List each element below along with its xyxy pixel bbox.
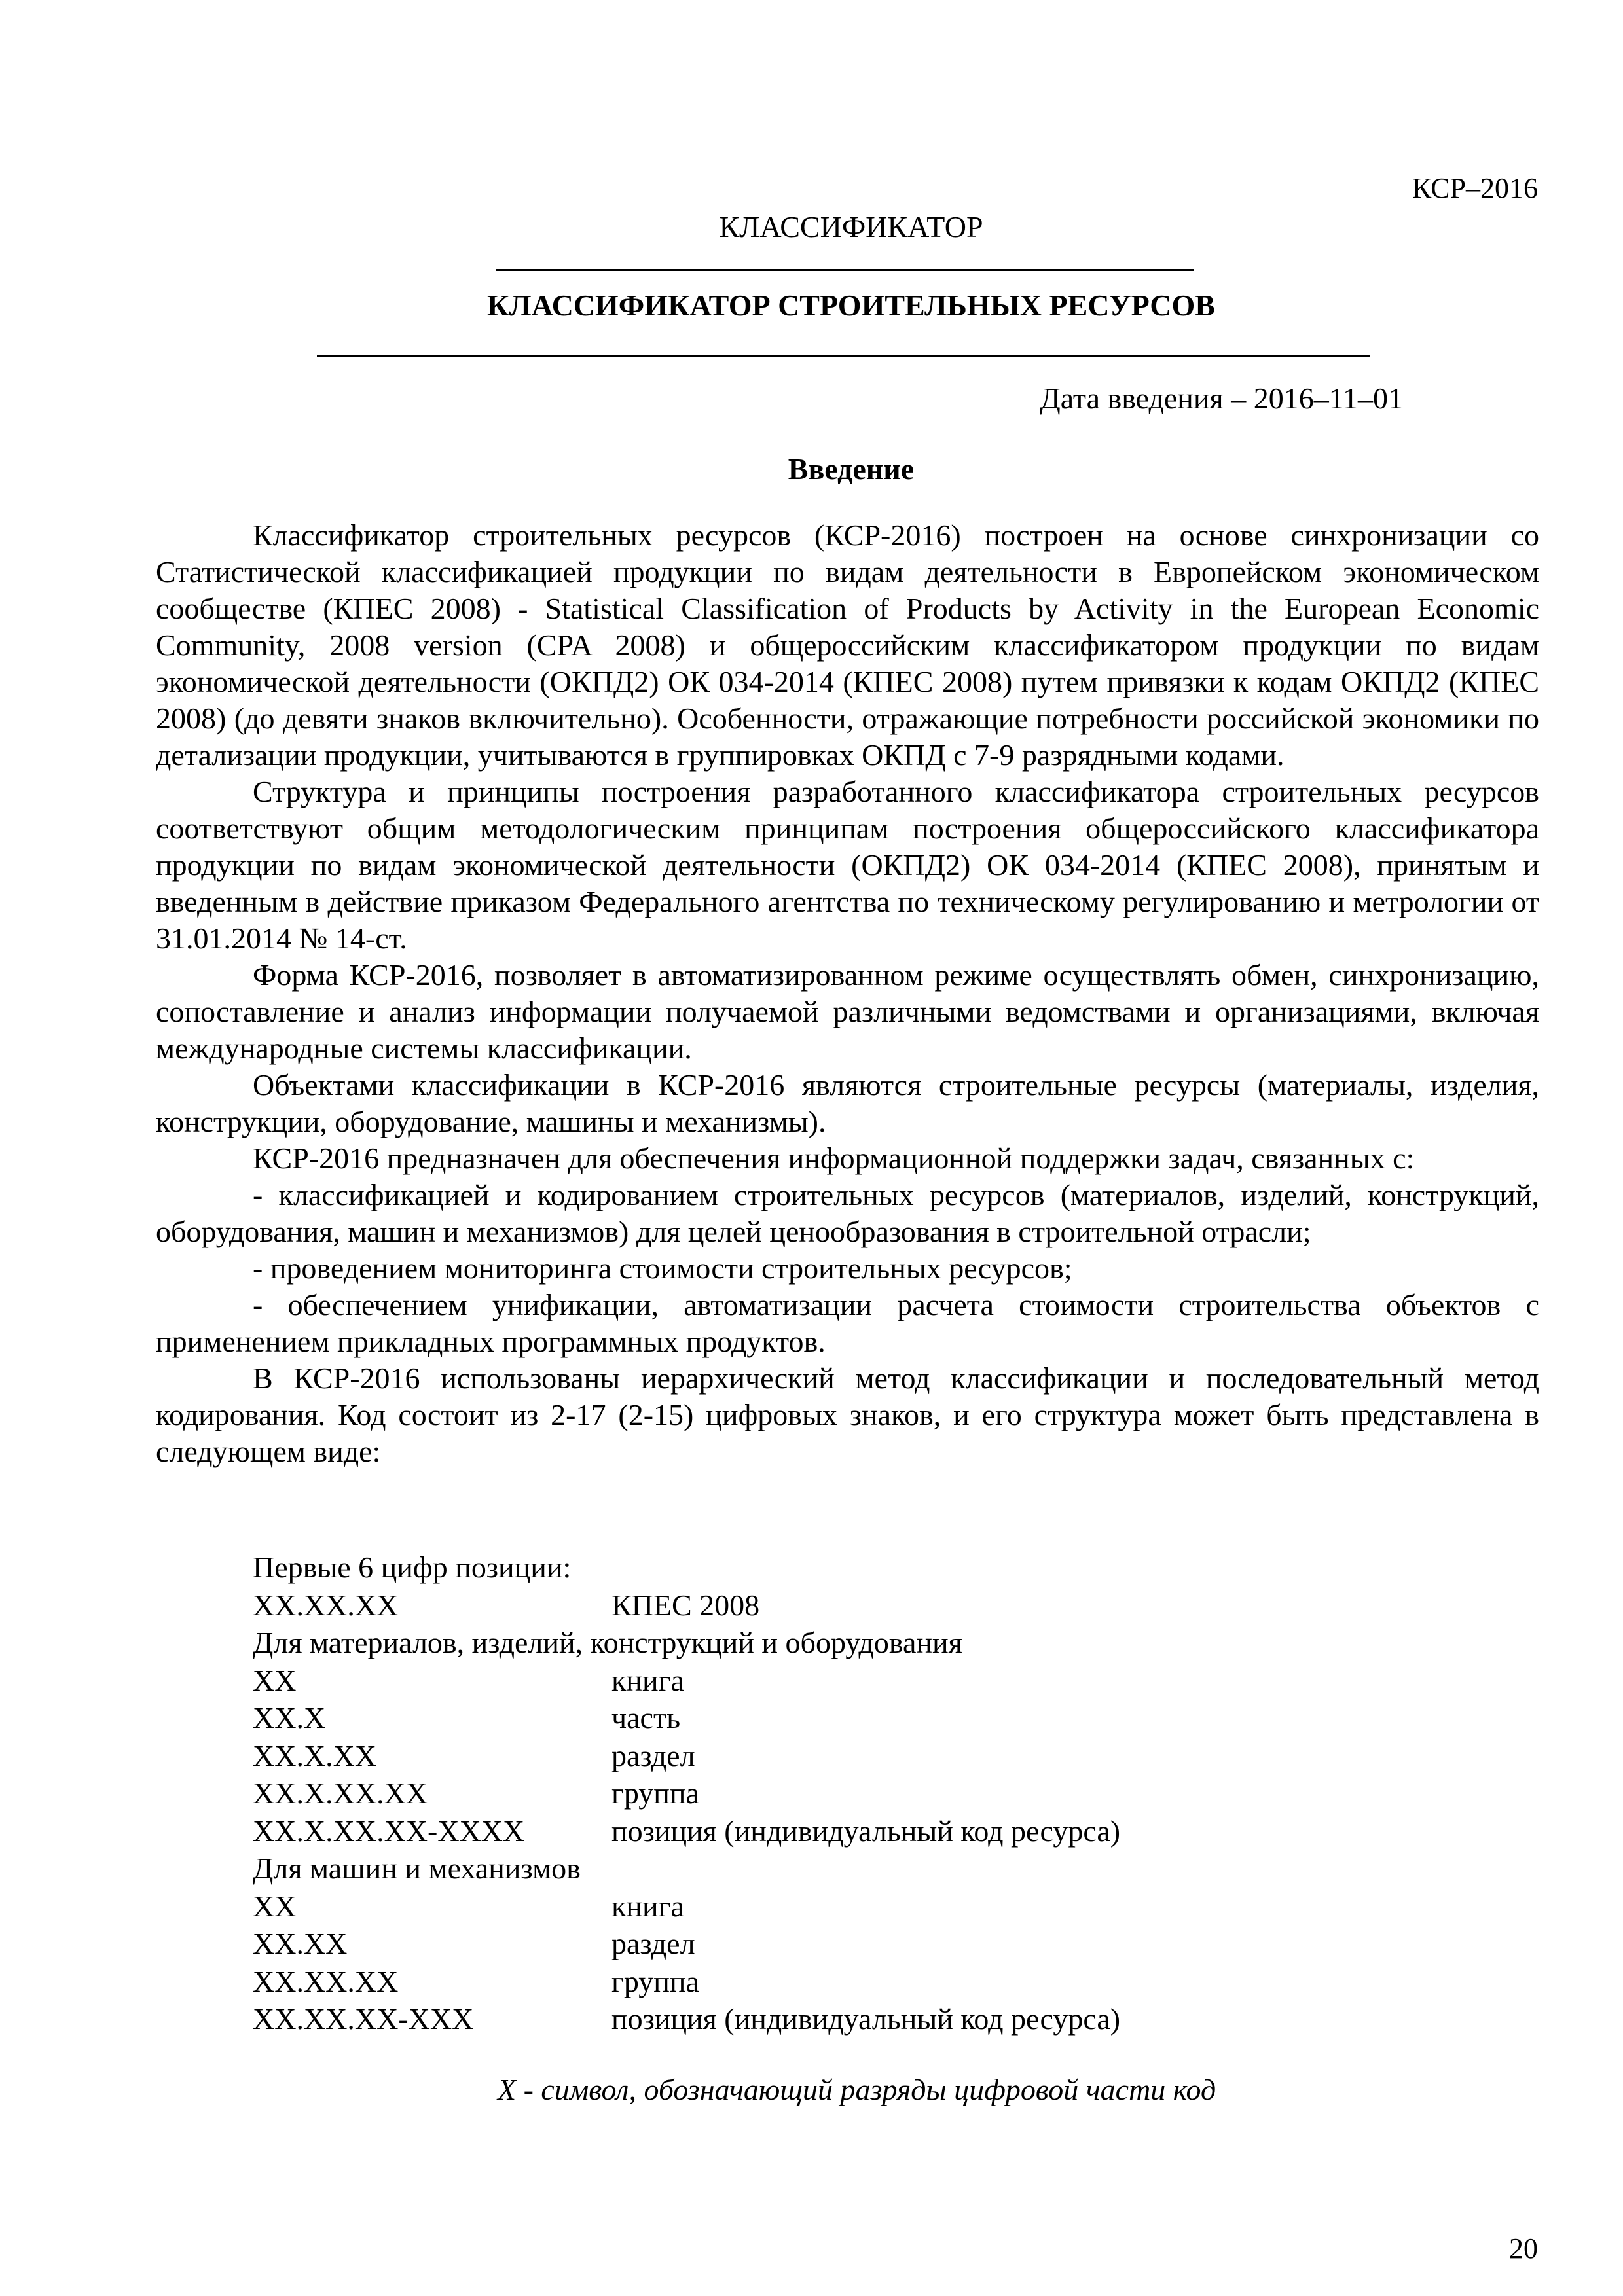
list-item: - обеспечением унификации, автоматизации расчета стоимости строительства объектов с применением прикладных программных продуктов.: [156, 1288, 1539, 1358]
paragraph: В КСР-2016 использованы иерархический метод классификации и последовательный метод кодирования. Код состоит из 2-17 (2-15) цифровых знаков, и его структура может быть представлена в следующем виде:: [156, 1361, 1539, 1468]
code-pattern: XX.X.XX.XX-XXXX: [253, 1814, 525, 1848]
code-row: [253, 1587, 1120, 1624]
section-heading: Введение: [788, 452, 915, 486]
code-pattern: XX.XX.XX-XXX: [253, 2002, 474, 2036]
introduction-date: Дата введения – 2016–11–01: [1040, 382, 1403, 415]
code-note: X - символ, обозначающий разряды цифровой части код: [498, 2073, 1216, 2106]
code-pattern: XX.XX: [253, 1927, 348, 1960]
code-pattern: XX: [253, 1663, 297, 1697]
code-structure-intro: Первые 6 цифр позиции:: [253, 1551, 572, 1584]
code-row: [253, 1888, 1120, 1926]
code-row: [253, 1925, 1120, 1963]
code-row: [253, 1963, 1120, 2001]
page-number: 20: [1509, 2233, 1538, 2265]
code-description: позиция (индивидуальный код ресурса): [611, 2002, 1121, 2036]
code-row: [253, 1812, 1120, 1850]
document-type: КЛАССИФИКАТОР: [719, 210, 983, 243]
code-description: КПЕС 2008: [611, 1588, 760, 1622]
code-row: [253, 1737, 1120, 1775]
document-title: КЛАССИФИКАТОР СТРОИТЕЛЬНЫХ РЕСУРСОВ: [487, 289, 1215, 322]
paragraph: Объектами классификации в КСР-2016 являются строительные ресурсы (материалы, изделия, конструкции, оборудование, машины и механизмы).: [156, 1068, 1539, 1138]
code-description: группа: [611, 1776, 699, 1810]
title-rule-bottom: [317, 355, 1370, 357]
code-structure: [253, 1549, 1120, 2038]
code-row: [253, 1774, 1120, 1812]
title-rule-top: [496, 269, 1194, 271]
list-item: - проведением мониторинга стоимости строительных ресурсов;: [253, 1251, 1072, 1285]
code-row: [253, 2000, 1120, 2038]
code-pattern: XX.XX.XX: [253, 1588, 399, 1622]
list-item: - классификацией и кодированием строительных ресурсов (материалов, изделий, конструкций, оборудования, машин и механизмов) для целей ценообразования в строительной отрасли;: [156, 1178, 1539, 1248]
materials-heading: Для материалов, изделий, конструкций и оборудования: [253, 1626, 962, 1659]
code-description: часть: [611, 1701, 681, 1734]
paragraph: Структура и принципы построения разработанного классификатора строительных ресурсов соответствуют общим методологическим принципам построения общероссийского классификатора продукции по видам экономической деятельности (ОКПД2) ОК 034-2014 (КПЕС 2008), принятым и введенным в действие приказом Федерального агентства по техническому регулированию и метрологии от 31.01.2014 № 14-ст.: [156, 775, 1539, 955]
code-description: книга: [611, 1663, 684, 1697]
paragraph: КСР-2016 предназначен для обеспечения информационной поддержки задач, связанных с:: [253, 1141, 1415, 1175]
code-pattern: XX.X.XX: [253, 1738, 377, 1772]
code-pattern: XX.XX.XX: [253, 1964, 399, 1998]
code-row: [253, 1662, 1120, 1700]
code-pattern: XX.X: [253, 1701, 326, 1734]
code-description: книга: [611, 1889, 684, 1923]
section-body: [156, 517, 1539, 1470]
code-description: раздел: [611, 1738, 695, 1772]
code-row: [253, 1699, 1120, 1737]
document-code: КСР–2016: [1412, 172, 1538, 204]
code-description: позиция (индивидуальный код ресурса): [611, 1814, 1121, 1848]
code-description: группа: [611, 1964, 699, 1998]
code-description: раздел: [611, 1927, 695, 1960]
machines-heading: Для машин и механизмов: [253, 1852, 581, 1885]
paragraph: Классификатор строительных ресурсов (КСР-2016) построен на основе синхронизации со Статистической классификацией продукции по видам деятельности в Европейском экономическом сообществе (КПЕС 2008) - Statistical Classification of Products by Activity in the European Economic Community, 2008 version (CPA 2008) и общероссийским классификатором продукции по видам экономической деятельности (ОКПД2) ОК 034-2014 (КПЕС 2008) путем привязки к кодам ОКПД2 (КПЕС 2008) (до девяти знаков включительно). Особенности, отражающие потребности российской экономики по детализации продукции, учитываются в группировках ОКПД с 7-9 разрядными кодами.: [156, 518, 1539, 772]
code-pattern: XX.X.XX.XX: [253, 1776, 428, 1810]
paragraph: Форма КСР-2016, позволяет в автоматизированном режиме осуществлять обмен, синхронизацию, сопоставление и анализ информации получаемой различными ведомствами и организациями, включая международные системы классификации.: [156, 958, 1539, 1065]
code-pattern: XX: [253, 1889, 297, 1923]
